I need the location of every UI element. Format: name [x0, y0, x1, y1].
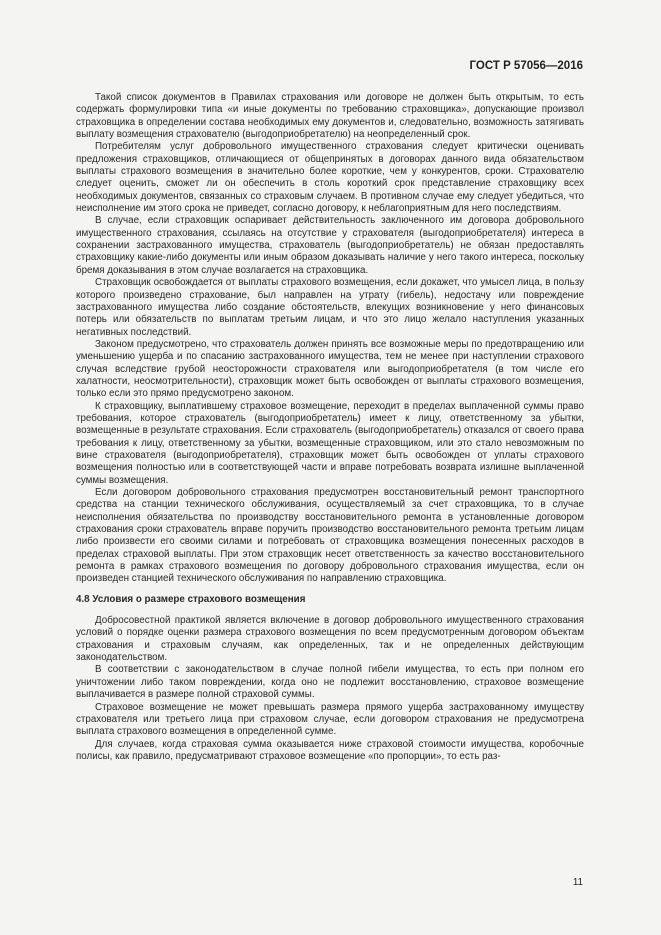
paragraph: В случае, если страховщик оспаривает действительность заключенного им договора добровольного имущественного страхования, ссылаясь на отсутствие у страхователя (выгодоприобретателя) интереса в сохранении застрахованного имущества, страхователь (выгодоприобретатель) не обязан предоставлять страховщику какие-либо документы или иным образом доказывать наличие у него такого интереса, поскольку бремя доказывания в этом случае возлагается на страховщика.	[76, 215, 584, 276]
paragraph: Для случаев, когда страховая сумма оказывается ниже страховой стоимости имущества, коробочные полисы, как правило, предусматривают страховое возмещение «по пропорции», то есть раз-	[76, 738, 584, 762]
paragraph: Страховщик освобождается от выплаты страхового возмещения, если докажет, что умысел лица, в пользу которого произведено страхование, был направлен на утрату (гибель), недостачу или повреждение застрахованного имущества либо создание обстоятельств, влекущих возникновение у него финансовых потерь или обязательств по выплатам третьим лицам, и что это лицо желало наступления указанных негативных последствий.	[76, 277, 584, 338]
section-heading: 4.8 Условия о размере страхового возмещения	[76, 593, 306, 605]
document-body	[76, 92, 584, 763]
paragraph: Если договором добровольного страхования предусмотрен восстановительный ремонт транспортного средства на станции технического обслуживания, осуществляемый за счет страховщика, то в случае неисполнения обязательства по производству восстановительного ремонта в установленные договором страхования сроки страхователь вправе поручить производство восстановительного ремонта третьим лицам либо произвести его своими силами и потребовать от страховщика возмещения понесенных расходов в пределах страховой выплаты. При этом страховщик несет ответственность за качество восстановительного ремонта в рамках страхового возмещения по договору добровольного страхования имущества, если он произведен станцией технического обслуживания по направлению страховщика.	[76, 487, 584, 585]
paragraph: К страховщику, выплатившему страховое возмещение, переходит в пределах выплаченной суммы право требования, которое страхователь (выгодоприобретатель) имеет к лицу, ответственному за убытки, возмещенные в результате страхования. Если страхователь (выгодоприобретатель) отказался от своего права требования к лицу, ответственному за убытки, возмещенные страховщиком, или это стало невозможным по вине страхователя (выгодоприобретателя), страховщик может быть освобожден от уплаты страхового возмещения полностью или в соответствующей части и вправе потребовать возврата излишне выплаченной суммы возмещения.	[76, 400, 584, 486]
paragraph: Потребителям услуг добровольного имущественного страхования следует критически оценивать предложения страховщиков, отличающиеся от общепринятых в договорах данного вида обязательством выплаты страхового возмещения в значительно более короткие, чем у конкурентов, сроки. Страхователю следует оценить, сможет ли он обеспечить в столь короткий срок представление страховщику всех необходимых документов, связанных со страховым случаем. В противном случае ему следует убедиться, что неисполнение им этого срока не приведет, согласно договору, к неблагоприятным для него последствиям.	[76, 141, 584, 215]
paragraph: Добросовестной практикой является включение в договор добровольного имущественного страхования условий о порядке оценки размера страхового возмещения по всем предусмотренным договором объектам страхования и страховым случаям, как определенных, так и не определенных действующим законодательством.	[76, 615, 584, 664]
page-number: 11	[572, 877, 583, 888]
paragraph: Страховое возмещение не может превышать размера прямого ущерба застрахованному имуществу страхователя или третьего лица при страховом случае, если договором страхования не предусмотрена выплата страхового возмещения в определенной сумме.	[76, 701, 584, 738]
paragraph: В соответствии с законодательством в случае полной гибели имущества, то есть при полном его уничтожении либо таком повреждении, когда оно не подлежит восстановлению, страховое возмещение выплачивается в размере полной страховой суммы.	[76, 664, 584, 701]
paragraph: Такой список документов в Правилах страхования или договоре не должен быть открытым, то есть содержать формулировки типа «и иные документы по требованию страховщика», допускающие произвол страховщика в определении состава необходимых ему документов и, следовательно, возможность затягивать выплату возмещения страхователю (выгодоприобретателю) на неопределенный срок.	[76, 92, 584, 141]
standard-number-header: ГОСТ Р 57056—2016	[469, 60, 583, 72]
paragraph: Законом предусмотрено, что страхователь должен принять все возможные меры по предотвращению или уменьшению ущерба и по спасанию застрахованного имущества, тем не менее при наступлении страхового случая вследствие грубой неосторожности страхователя или выгодоприобретателя (в том числе его халатности, неосмотрительности), страховщик может быть освобожден от выплаты страхового возмещения, только если это прямо предусмотрено законом.	[76, 338, 584, 400]
